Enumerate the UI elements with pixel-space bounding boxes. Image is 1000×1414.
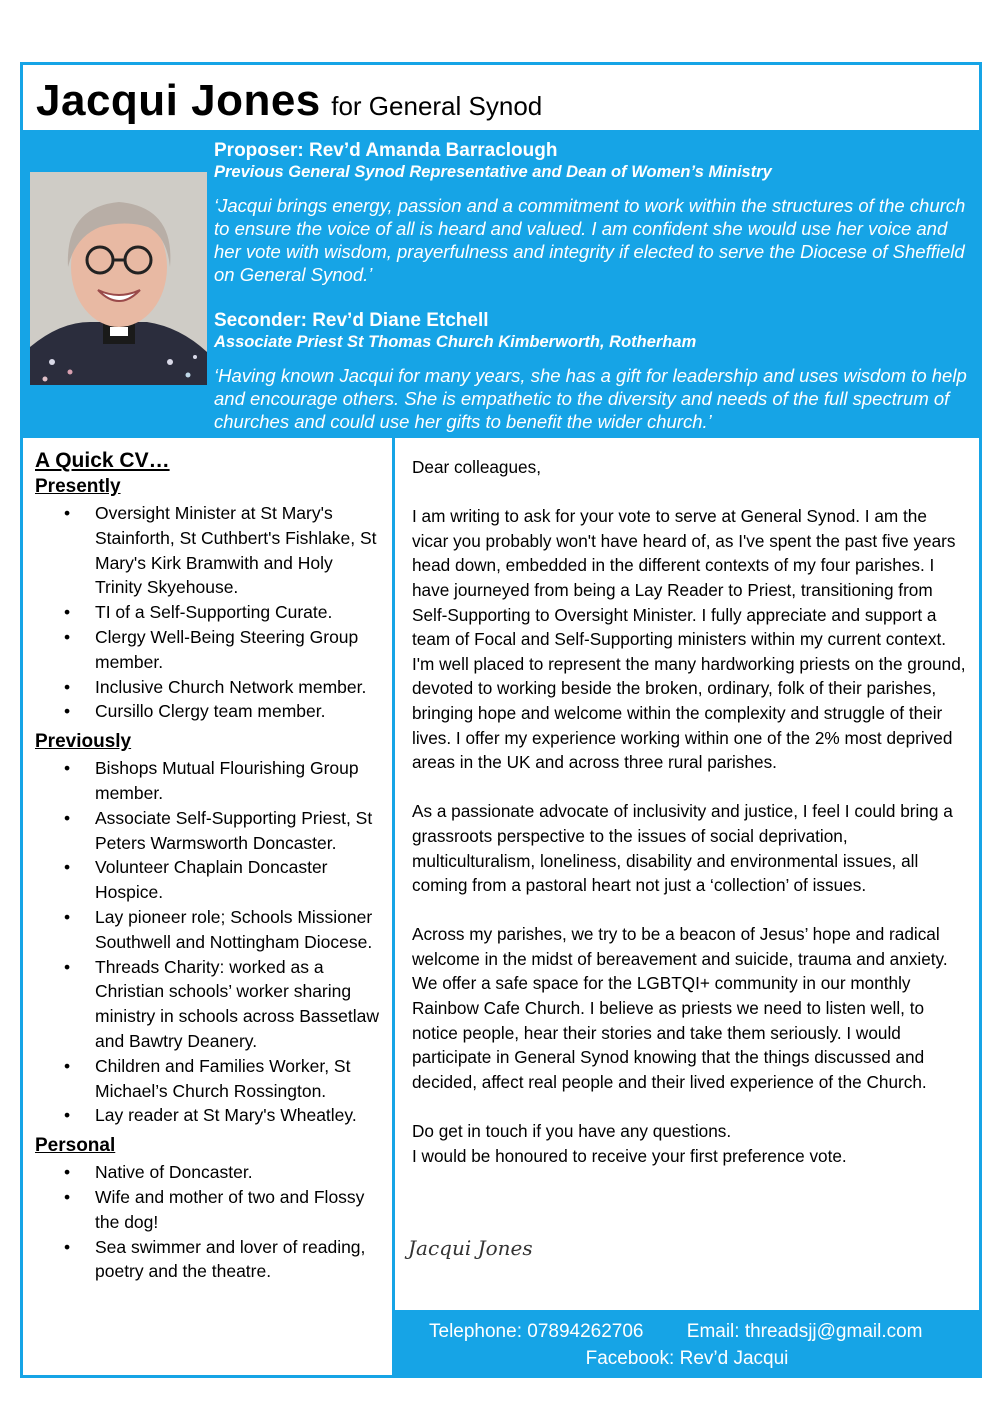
- list-item: • Threads Charity: worked as a Christian schools’ worker sharing ministry in schools across Bassetlaw and Bawtry Deanery.: [35, 955, 380, 1054]
- personal-heading: Personal: [35, 1135, 116, 1157]
- list-item: • Native of Doncaster.: [35, 1160, 380, 1185]
- seconder-role: Associate Priest St Thomas Church Kimberworth, Rotherham: [214, 333, 697, 351]
- list-item: • Clergy Well-Being Steering Group member.: [35, 625, 380, 675]
- letter-closing-line: Do get in touch if you have any questions.: [412, 1121, 732, 1142]
- proposer-role: Previous General Synod Representative and Dean of Women’s Ministry: [214, 163, 772, 181]
- candidate-subtitle: for General Synod: [331, 91, 543, 121]
- personal-list: [35, 1160, 380, 1284]
- candidate-photo: [30, 172, 207, 385]
- previously-list: [35, 756, 380, 1128]
- list-item: • Lay pioneer role; Schools Missioner Southwell and Nottingham Diocese.: [35, 905, 380, 955]
- letter-body: [412, 455, 967, 1168]
- email-text: Email: threadsjj@gmail.com: [686, 1321, 923, 1342]
- contact-footer: [395, 1310, 979, 1375]
- proposer-quote: ‘Jacqui brings energy, passion and a commitment to work within the structures of the church to ensure the voice of all is heard and valued. I am confident she would use her voice and her vote with wisdom, prayerfulness and integrity if elected to serve the Diocese of Sheffield on General Synod.’: [214, 195, 966, 285]
- list-item: • Cursillo Clergy team member.: [35, 699, 380, 724]
- cv-heading: A Quick CV…: [35, 449, 170, 472]
- previously-heading: Previously: [35, 731, 132, 753]
- facebook-text: Facebook: Rev’d Jacqui: [585, 1348, 789, 1369]
- candidate-name: Jacqui Jones: [36, 76, 321, 125]
- seconder-quote: ‘Having known Jacqui for many years, she has a gift for leadership and uses wisdom to help and encourage others. She is empathetic to the diversity and needs of the full spectrum of churches and could use her gifts to benefit the wider church.’: [214, 365, 967, 432]
- letter-closing-line: I would be honoured to receive your first preference vote.: [412, 1145, 847, 1166]
- presently-heading: Presently: [35, 476, 121, 497]
- list-item: • Oversight Minister at St Mary's Stainforth, St Cuthbert's Fishlake, St Mary's Kirk Bramwith and Holy Trinity Skyehouse.: [35, 501, 380, 600]
- proposer-title: Proposer: Rev’d Amanda Barraclough: [214, 140, 558, 161]
- list-item: • Associate Self-Supporting Priest, St Peters Warmsworth Doncaster.: [35, 806, 380, 856]
- letter-paragraph: I am writing to ask for your vote to serve at General Synod. I am the vicar you probably won't have heard of, as I've spent the past five years head down, embedded in the different contexts of my four parishes. I have journeyed from being a Lay Reader to Priest, transitioning from Self-Supporting to Oversight Minister. I fully appreciate and support a team of Focal and Self-Supporting ministers within my current context. I'm well placed to represent the many hardworking priests on the ground, devoted to working beside the broken, ordinary, folk of their parishes, bringing hope and welcome within the complexity and struggle of their lives. I offer my experience working within one of the 2% most deprived areas in the UK and across three rural parishes.: [412, 506, 966, 773]
- list-item: • Inclusive Church Network member.: [35, 675, 380, 700]
- presently-list: [35, 501, 380, 724]
- telephone-text: Telephone: 07894262706: [429, 1321, 644, 1342]
- list-item: • Children and Families Worker, St Michael’s Church Rossington.: [35, 1054, 380, 1104]
- letter-paragraph: As a passionate advocate of inclusivity and justice, I feel I could bring a grassroots perspective to the issues of social deprivation, multiculturalism, loneliness, disability and environmental issues, all coming from a pastoral heart not just a ‘collection’ of issues.: [412, 801, 953, 896]
- seconder-title: Seconder: Rev’d Diane Etchell: [214, 310, 489, 331]
- page-title: [36, 76, 542, 126]
- list-item: • Wife and mother of two and Flossy the dog!: [35, 1185, 380, 1235]
- list-item: • TI of a Self-Supporting Curate.: [35, 600, 380, 625]
- letter-paragraph: Across my parishes, we try to be a beacon of Jesus’ hope and radical welcome in the midst of bereavement and suicide, trauma and anxiety. We offer a safe space for the LGBTQI+ community in our monthly Rainbow Cafe Church. I believe as priests we need to listen well, to notice people, hear their stories and take them seriously. I would participate in General Synod knowing that the things discussed and decided, affect real people and their lived experience of the Church.: [412, 924, 948, 1092]
- proposer-section: [214, 139, 974, 286]
- letter-greeting: Dear colleagues,: [412, 457, 541, 477]
- list-item: • Bishops Mutual Flourishing Group member.: [35, 756, 380, 806]
- cv-column: [35, 447, 380, 1290]
- signature: Jacqui Jones: [408, 1236, 533, 1260]
- list-item: • Lay reader at St Mary's Wheatley.: [35, 1103, 380, 1128]
- column-divider: [392, 438, 395, 1378]
- list-item: • Volunteer Chaplain Doncaster Hospice.: [35, 855, 380, 905]
- list-item: • Sea swimmer and lover of reading, poetry and the theatre.: [35, 1235, 380, 1285]
- seconder-section: [214, 309, 974, 433]
